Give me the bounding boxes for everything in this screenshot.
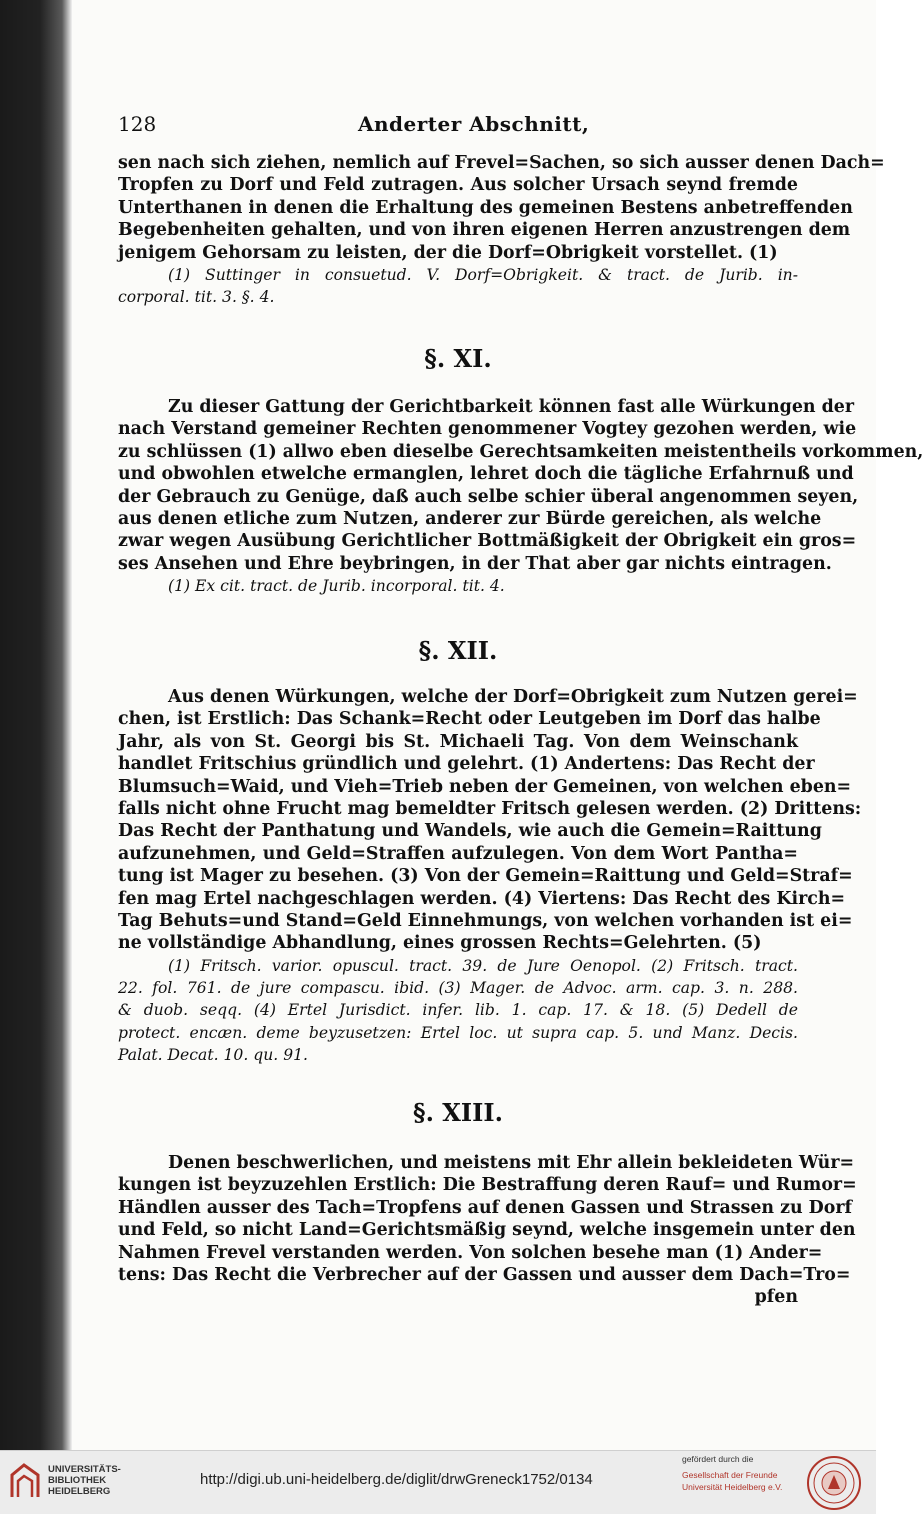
footnote-line: (1) Ex cit. tract. de Jurib. incorporal. tit. 4. <box>168 577 505 596</box>
text-line: sen nach sich ziehen, nemlich auf Frevel=Sachen, so sich ausser denen Dach= <box>118 153 885 173</box>
text-line: und obwohlen etwelche ermanglen, lehret doch die tägliche Erfahrnuß und <box>118 464 854 485</box>
running-head: Anderter Abschnitt, <box>358 112 590 136</box>
footnote-line: protect. encæn. deme beyzusetzen: Ertel loc. ut supra cap. 5. und Manz. Decis. <box>118 1023 798 1042</box>
text-line: Das Recht der Panthatung und Wandels, wie auch die Gemein=Raittung <box>118 821 822 842</box>
footnote-line: (1) Suttinger in consuetud. V. Dorf=Obrigkeit. & tract. de Jurib. in- <box>168 265 798 284</box>
footnote-line: 22. fol. 761. de jure compascu. ibid. (3) Mager. de Advoc. arm. cap. 3. n. 288. <box>118 979 798 998</box>
section-heading-xi: §. XI. <box>424 344 492 373</box>
section-xii-body <box>118 686 862 1067</box>
library-name-line: UNIVERSITÄTS- <box>48 1464 121 1475</box>
page-header <box>118 112 798 142</box>
text-line: und Feld, so nicht Land=Gerichtsmäßig seynd, welche insgemein unter den <box>118 1220 856 1241</box>
text-line: Tag Behuts=und Stand=Geld Einnehmungs, von welchen vorhanden ist ei= <box>118 910 853 931</box>
text-line: chen, ist Erstlich: Das Schank=Recht oder Leutgeben im Dorf das halbe <box>118 709 821 730</box>
text-line: Händlen ausser des Tach=Tropfens auf denen Gassen und Strassen zu Dorf <box>118 1197 853 1218</box>
text-line: aufzunehmen, und Geld=Straffen aufzulegen. Von dem Wort Pantha= <box>118 843 798 864</box>
text-line: zu schlüssen (1) allwo eben dieselbe Gerechtsamkeiten meistentheils vorkommen, <box>118 441 923 462</box>
book-spine-shadow <box>0 0 72 1450</box>
text-line: jenigem Gehorsam zu leisten, der die Dorf=Obrigkeit vorstellet. (1) <box>118 242 778 263</box>
section-xi-body <box>118 396 923 598</box>
text-line: Tropfen zu Dorf und Feld zutragen. Aus solcher Ursach seynd fremde <box>118 175 798 196</box>
text-line: kungen ist beyzuzehlen Erstlich: Die Bestraffung deren Rauf= und Rumor= <box>118 1175 857 1196</box>
text-line: fen mag Ertel nachgeschlagen werden. (4) Viertens: Das Recht des Kirch= <box>118 888 846 909</box>
text-line: nach Verstand gemeiner Rechten genommener Vogtey gezohen werden, wie <box>118 419 857 440</box>
text-line: aus denen etliche zum Nutzen, anderer zur Bürde gereichen, als welche <box>118 508 822 529</box>
text-line: Aus denen Würkungen, welche der Dorf=Obrigkeit zum Nutzen gerei= <box>168 687 858 707</box>
text-line: falls nicht ohne Frucht mag bemeldter Fritsch gelesen werden. (2) Drittens: <box>118 798 862 819</box>
text-line: handlet Fritschius gründlich und gelehrt. (1) Andertens: Das Recht der <box>118 754 815 775</box>
text-line: tung ist Mager zu besehen. (3) Von der Gemein=Raittung und Geld=Straf= <box>118 866 853 887</box>
society-name-line: Gesellschaft der Freunde <box>682 1470 778 1480</box>
text-line: Denen beschwerlichen, und meistens mit Ehr allein bekleideten Wür= <box>168 1153 855 1173</box>
society-name-line: Universität Heidelberg e.V. <box>682 1482 783 1492</box>
text-line: Blumsuch=Waid, und Vieh=Trieb neben der Gemeinen, von welchen eben= <box>118 776 852 797</box>
funded-by-label: gefördert durch die <box>682 1454 754 1464</box>
footnote-line: Palat. Decat. 10. qu. 91. <box>118 1046 308 1065</box>
page-number: 128 <box>118 112 157 136</box>
permalink-url[interactable]: http://digi.ub.uni-heidelberg.de/diglit/drwGreneck1752/0134 <box>200 1471 593 1488</box>
footnote-line: (1) Fritsch. varior. opuscul. tract. 39. de Jure Oenopol. (2) Fritsch. tract. <box>168 956 798 975</box>
text-line: Zu dieser Gattung der Gerichtbarkeit können fast alle Würkungen der <box>168 397 854 417</box>
section-heading-xiii: §. XIII. <box>413 1098 503 1127</box>
text-line: der Gebrauch zu Genüge, daß auch selbe schier überal angenommen seyen, <box>118 486 859 507</box>
footnote-line: & duob. seqq. (4) Ertel Jurisdict. infer. lib. 1. cap. 17. & 18. (5) Dedell de <box>118 1001 798 1020</box>
footnote-line: corporal. tit. 3. §. 4. <box>118 288 275 307</box>
library-name-line: BIBLIOTHEK <box>48 1475 107 1486</box>
text-line: ne vollständige Abhandlung, eines grossen Rechts=Gelehrten. (5) <box>118 933 762 954</box>
text-line: Unterthanen in denen die Erhaltung des gemeinen Bestens anbetreffenden <box>118 197 853 218</box>
society-name <box>682 1469 782 1493</box>
section-xiii-body <box>118 1152 857 1309</box>
text-line: Begebenheiten gehalten, und von ihren eigenen Herren anzustrengen dem <box>118 220 851 241</box>
text-line: Jahr, als von St. Georgi bis St. Michaeli Tag. Von dem Weinschank <box>118 731 798 752</box>
university-seal-icon <box>806 1455 862 1511</box>
library-name <box>48 1464 121 1497</box>
section-heading-xii: §. XII. <box>418 636 498 665</box>
viewer-footer <box>0 1450 876 1514</box>
text-line: Nahmen Frevel verstanden werden. Von solchen besehe man (1) Ander= <box>118 1242 823 1263</box>
opening-paragraph <box>118 152 885 309</box>
library-logo-icon <box>10 1463 40 1499</box>
text-line: ses Ansehen und Ehre beybringen, in der That aber gar nichts eintragen. <box>118 553 832 574</box>
text-line: tens: Das Recht die Verbrecher auf der Gassen und ausser dem Dach=Tro= <box>118 1264 851 1285</box>
catchword: pfen <box>754 1287 798 1308</box>
library-name-line: HEIDELBERG <box>48 1486 111 1497</box>
text-line: zwar wegen Ausübung Gerichtlicher Bottmäßigkeit der Obrigkeit ein gros= <box>118 531 857 552</box>
